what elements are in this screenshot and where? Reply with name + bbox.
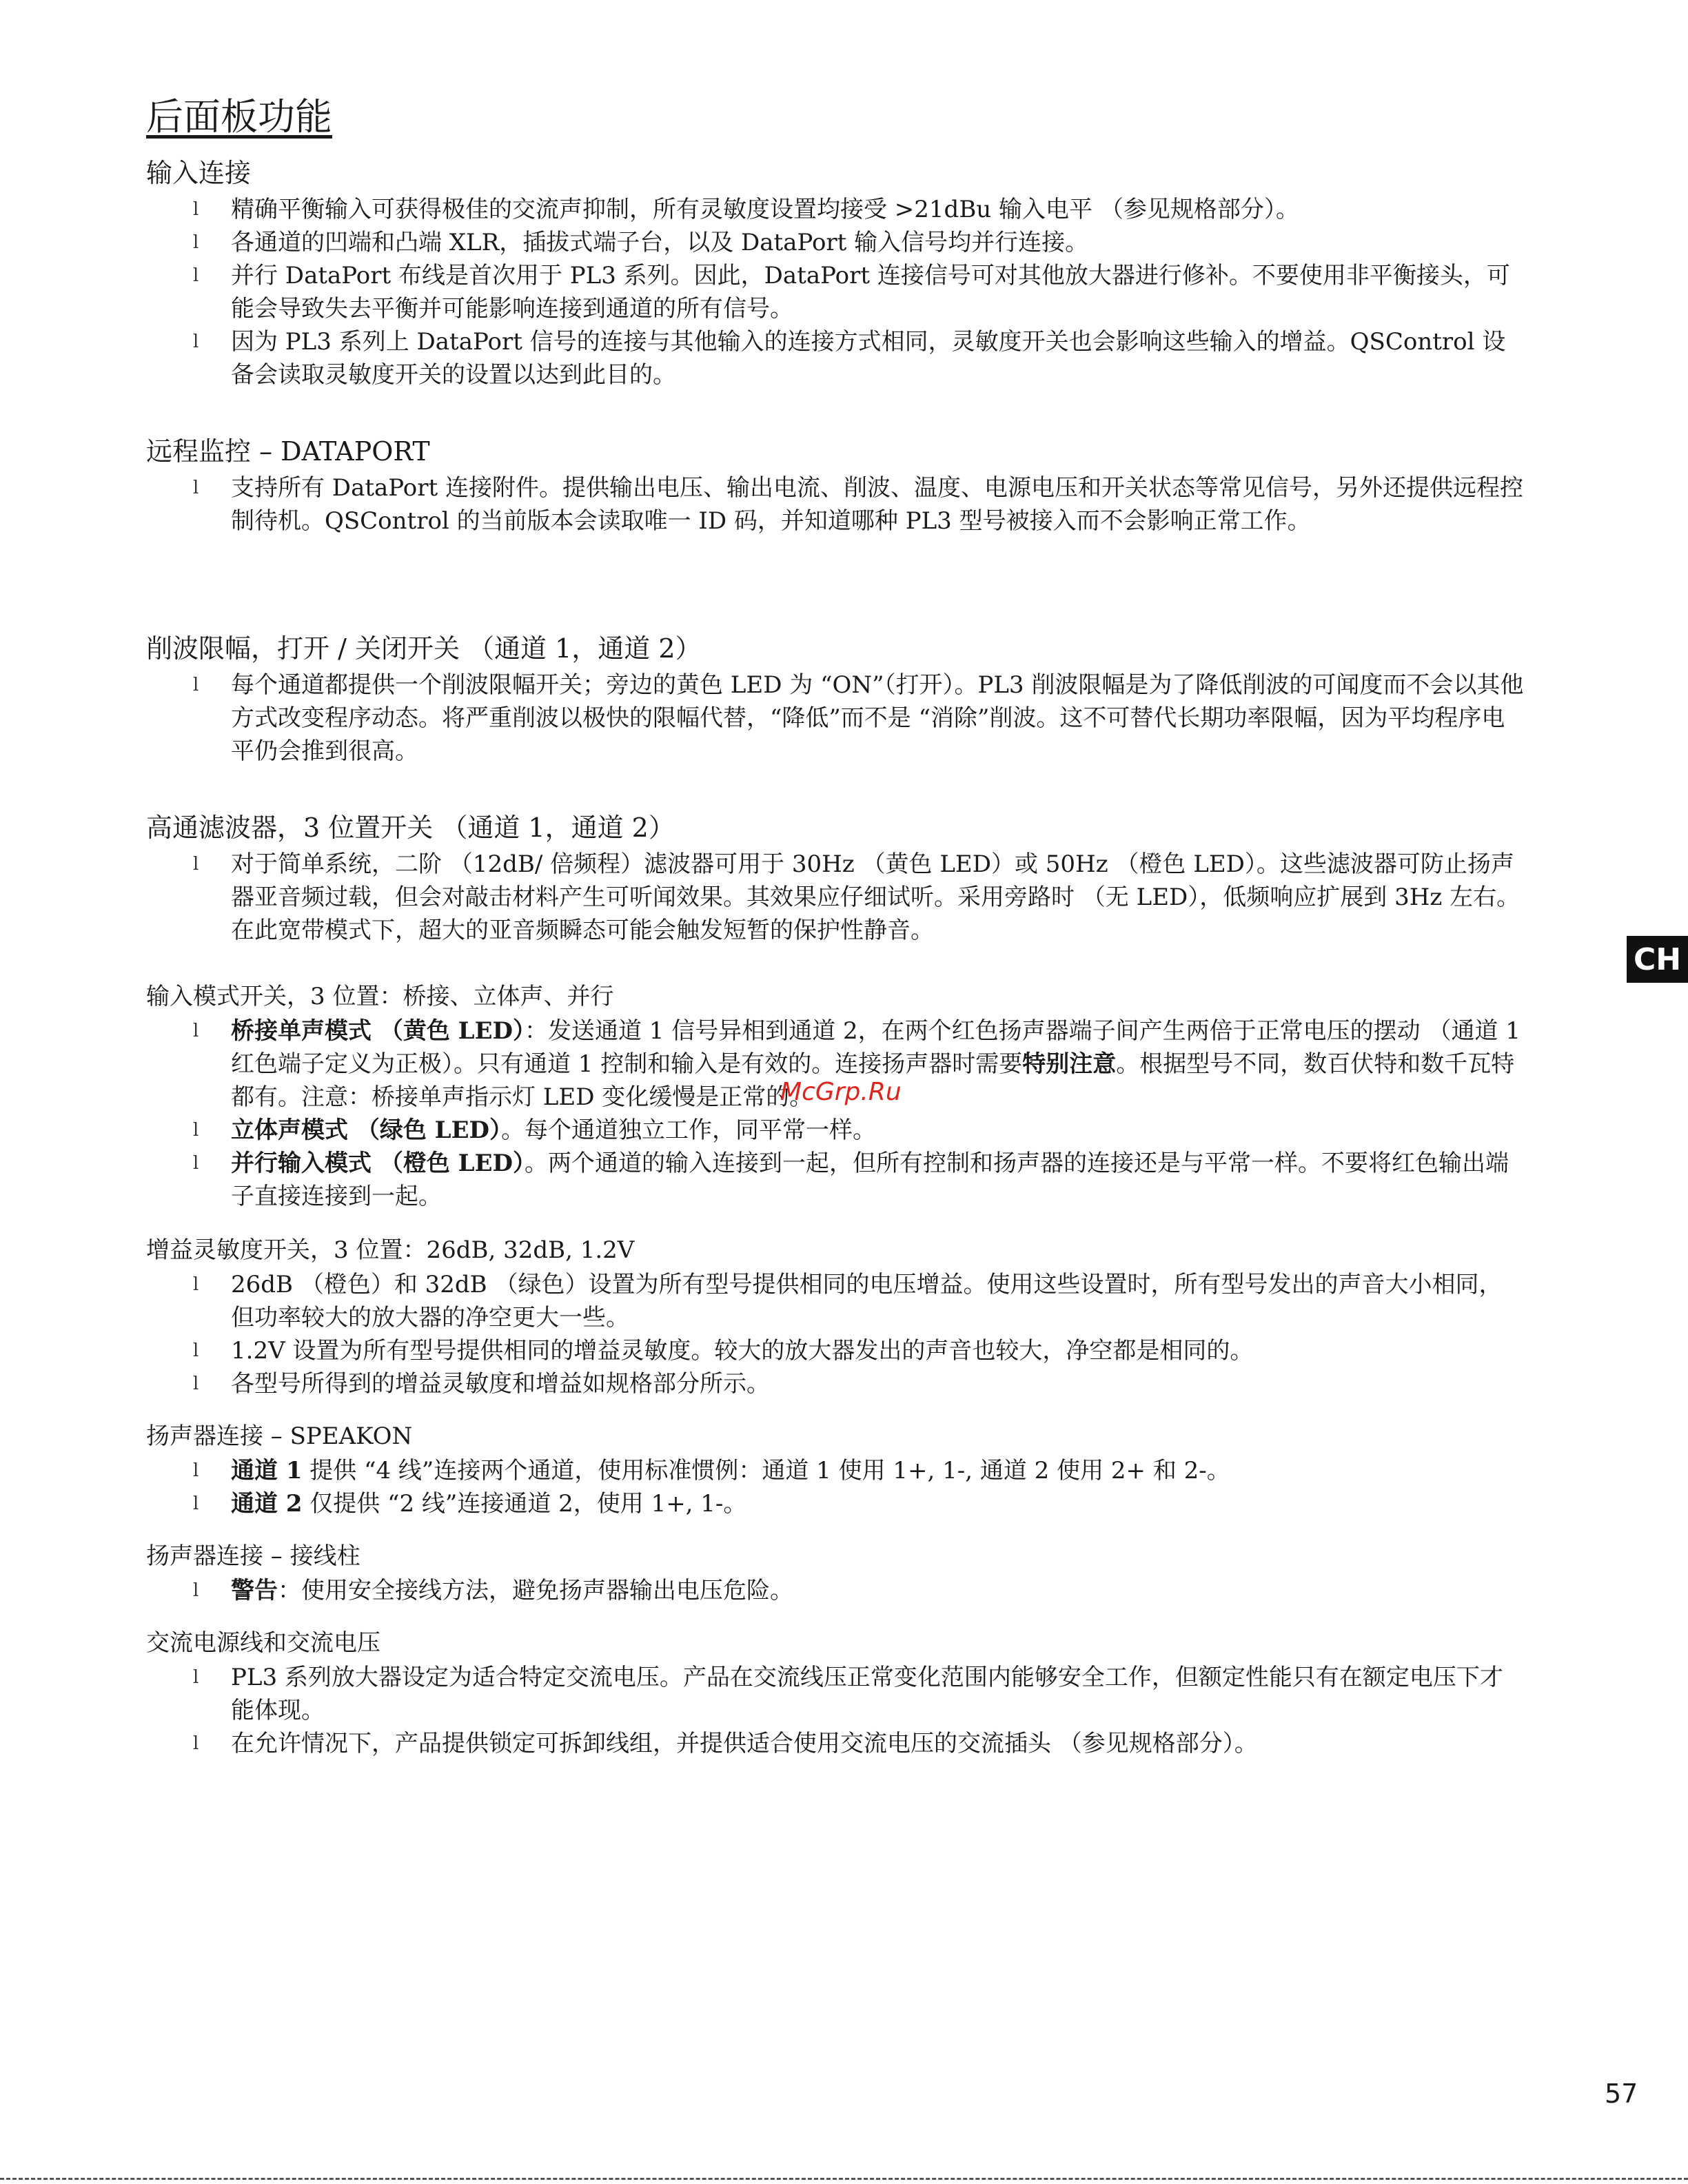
bullet-list [146, 1574, 1525, 1607]
bullet-icon: l [193, 854, 199, 875]
section-speakon [146, 1421, 1525, 1520]
bullet-icon: l [193, 199, 199, 220]
section-clip-limiter [146, 631, 1525, 768]
list-item: l 通道 1 提供 “4 线”连接两个通道，使用标准惯例：通道 1 使用 1+, 1-, 通道 2 使用 2+ 和 2-。 [146, 1454, 1525, 1487]
list-item: l 并行输入模式 （橙色 LED）。两个通道的输入连接到一起，但所有控制和扬声器的连接还是与平常一样。不要将红色输出端子直接连接到一起。 [146, 1147, 1525, 1213]
section-remote-monitoring [146, 434, 1525, 538]
bullet-list [146, 471, 1525, 538]
bullet-icon: l [193, 1667, 199, 1688]
language-tab: CH [1627, 936, 1688, 983]
section-heading: 增益灵敏度开关，3 位置：26dB, 32dB, 1.2V [146, 1236, 635, 1264]
bullet-icon: l [193, 331, 199, 352]
bullet-list [146, 193, 1525, 391]
section-input-connection [146, 156, 1525, 391]
bottom-divider [0, 2178, 1688, 2180]
list-item: l 1.2V 设置为所有型号提供相同的增益灵敏度。较大的放大器发出的声音也较大，净空都是相同的。 [146, 1334, 1525, 1367]
bullet-icon: l [193, 232, 199, 253]
bullet-icon: l [193, 478, 199, 498]
section-binding-posts [146, 1541, 1525, 1607]
page-title: 后面板功能 [146, 95, 332, 139]
page-number: 57 [1605, 2079, 1638, 2109]
bullet-icon: l [193, 1274, 199, 1295]
bullet-list [146, 1014, 1525, 1213]
bullet-icon: l [193, 1460, 199, 1481]
bullet-list [146, 1661, 1525, 1760]
list-item: l 在允许情况下，产品提供锁定可拆卸线组，并提供适合使用交流电压的交流插头 （参见规格部分）。 [146, 1727, 1525, 1760]
section-heading: 高通滤波器，3 位置开关 （通道 1，通道 2） [146, 813, 675, 843]
bullet-icon: l [193, 675, 199, 695]
list-item: l 26dB （橙色）和 32dB （绿色）设置为所有型号提供相同的电压增益。使用这些设置时，所有型号发出的声音大小相同，但功率较大的放大器的净空更大一些。 [146, 1268, 1525, 1334]
section-heading: 交流电源线和交流电压 [146, 1629, 380, 1657]
section-heading: 输入模式开关，3 位置：桥接、立体声、并行 [146, 983, 614, 1010]
bullet-list [146, 1268, 1525, 1400]
bullet-list [146, 669, 1525, 768]
list-item: l 各型号所得到的增益灵敏度和增益如规格部分所示。 [146, 1367, 1525, 1400]
bullet-icon: l [193, 1153, 199, 1174]
section-heading: 扬声器连接 – 接线柱 [146, 1542, 360, 1570]
list-item: l 通道 2 仅提供 “2 线”连接通道 2，使用 1+, 1-。 [146, 1487, 1525, 1520]
section-heading: 削波限幅，打开 / 关闭开关 （通道 1，通道 2） [146, 633, 702, 664]
bullet-icon: l [193, 1120, 199, 1141]
section-heading: 输入连接 [146, 158, 252, 188]
section-high-pass-filter [146, 810, 1525, 947]
bullet-icon: l [193, 1580, 199, 1601]
section-gain-sensitivity [146, 1235, 1525, 1400]
list-item: l 警告：使用安全接线方法，避免扬声器输出电压危险。 [146, 1574, 1525, 1607]
bullet-icon: l [193, 1021, 199, 1041]
bullet-icon: l [193, 1340, 199, 1361]
list-item: l PL3 系列放大器设定为适合特定交流电压。产品在交流线压正常变化范围内能够安全工作，但额定性能只有在额定电压下才能体现。 [146, 1661, 1525, 1727]
bullet-icon: l [193, 1733, 199, 1754]
bullet-icon: l [193, 265, 199, 286]
bullet-list [146, 1454, 1525, 1520]
list-item: l 各通道的凹端和凸端 XLR，插拔式端子台，以及 DataPort 输入信号均并行连接。 [146, 226, 1525, 259]
section-heading: 远程监控 – DATAPORT [146, 436, 430, 467]
bullet-icon: l [193, 1374, 199, 1394]
list-item: l 支持所有 DataPort 连接附件。提供输出电压、输出电流、削波、温度、电源电压和开关状态等常见信号，另外还提供远程控制待机。QSControl 的当前版本会读取唯一 ID 码，并知道哪种 PL3 型号被接入而不会影响正常工作。 [146, 471, 1525, 538]
list-item: l 对于简单系统，二阶 （12dB/ 倍频程）滤波器可用于 30Hz （黄色 LED）或 50Hz （橙色 LED）。这些滤波器可防止扬声器亚音频过载，但会对敲击材料产生可听闻效果。其效果应仔细试听。采用旁路时 （无 LED），低频响应扩展到 3Hz 左右。在此宽带模式下，超大的亚音频瞬态可能会触发短暂的保护性静音。 [146, 848, 1525, 947]
bullet-icon: l [193, 1493, 199, 1514]
bullet-list [146, 848, 1525, 947]
list-item: l 桥接单声模式 （黄色 LED）：发送通道 1 信号异相到通道 2，在两个红色扬声器端子间产生两倍于正常电压的摆动 （通道 1 红色端子定义为正极）。只有通道 1 控制和输入是有效的。连接扬声器时需要特别注意。根据型号不同，数百伏特和数千瓦特都有。注意：桥接单声指示灯 LED 变化缓慢是正常的。 [146, 1014, 1525, 1114]
list-item: l 并行 DataPort 布线是首次用于 PL3 系列。因此，DataPort 连接信号可对其他放大器进行修补。不要使用非平衡接头，可能会导致失去平衡并可能影响连接到通道的所有信号。 [146, 259, 1525, 325]
section-ac-power [146, 1628, 1525, 1760]
section-heading: 扬声器连接 – SPEAKON [146, 1422, 413, 1450]
list-item: l 因为 PL3 系列上 DataPort 信号的连接与其他输入的连接方式相同，灵敏度开关也会影响这些输入的增益。QSControl 设备会读取灵敏度开关的设置以达到此目的。 [146, 325, 1525, 391]
list-item: l 精确平衡输入可获得极佳的交流声抑制，所有灵敏度设置均接受 >21dBu 输入电平 （参见规格部分）。 [146, 193, 1525, 226]
list-item: l 每个通道都提供一个削波限幅开关；旁边的黄色 LED 为 “ON”（打开）。PL3 削波限幅是为了降低削波的可闻度而不会以其他方式改变程序动态。将严重削波以极快的限幅代替，“降低”而不是 “消除”削波。这不可替代长期功率限幅，因为平均程序电平仍会推到很高。 [146, 669, 1525, 768]
list-item: l 立体声模式 （绿色 LED）。每个通道独立工作，同平常一样。 [146, 1114, 1525, 1147]
watermark: McGrp.Ru [780, 1078, 902, 1106]
